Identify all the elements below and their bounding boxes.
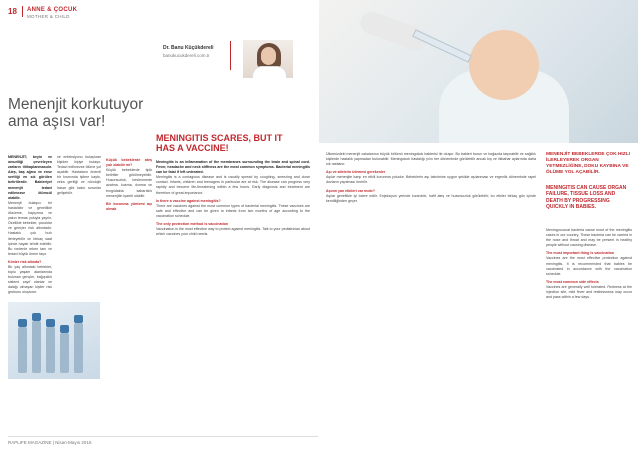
- column-3-subheading: Is there a vaccine against meningitis?: [156, 198, 221, 203]
- hero-baby-vaccine-image: [319, 0, 638, 143]
- column-1-text: Menenjit bulaşıcı bir hastalıktır ve genellikle öksürme, hapşırma ve yakın temas yoluyla yayılır. Özellikle bebekler, çocuklar ve gençler risk altındadır. Hastalık çok hızlı ilerleyebilir ve birkaç saat içinde hayatı tehdit edebilir. Bu nedenle erken tanı ve tedavi büyük önem taşır.: [8, 200, 52, 256]
- footer-text: RAPLIFE MAGAZINE | Nisan-Mayıs 2016: [8, 440, 92, 445]
- column-1-text-2: Bir yaş altındaki bebekler, toplu yaşam alanlarında bulunan gençler, bağışıklık sistemi zayıf olanlar ve dalağı olmayan kişiler risk grubunu oluşturur.: [8, 264, 52, 295]
- side-title-english: MENINGITIS CAN CAUSE ORGAN FAILURE, TISSUE LOSS AND DEATH BY PROGRESSING QUICKLY IN BABIES.: [546, 185, 627, 210]
- column-1b-text: ve enfeksiyonu bulaştıran kişiden kişiye bulaşır. Tedavi edilmezse ölüme yol açabilir. Hastaların önemli bir kısmında işitme kaybı, zeka geriliği ve nörolojik hasar gibi kalıcı sorunlar gelişebilir.: [57, 155, 101, 195]
- column-4-text-2: Aşılar menenjite karşı en etkili korunma yoludur. Bebeklerin aşı takvimine uygun şekilde aşılanması ve ergenlik döneminde rapel dozların yapılması önerilir.: [326, 175, 536, 185]
- author-portrait-image: [243, 40, 293, 78]
- author-website: banukucukdereli.com.tr: [163, 53, 210, 58]
- column-4: [326, 152, 536, 434]
- author-name: Dr. Banu Küçükdereli: [163, 45, 214, 51]
- column-3-english: [156, 160, 310, 434]
- column-1: [8, 155, 52, 431]
- column-5-english: [546, 228, 632, 434]
- section-title: ANNE & ÇOCUK: [27, 7, 78, 13]
- column-2-subheading-2: Bir korunma yöntemi aşı olmak: [106, 201, 152, 211]
- footer-divider: [8, 436, 318, 437]
- column-3-subheading-2: The only protection method is vaccination: [156, 222, 229, 227]
- english-title: MENINGITIS SCARES, BUT IT HAS A VACCINE!: [156, 133, 283, 153]
- column-3-text-3: Vaccination is the most effective way to protect against meningitis. Talk to your pediatrician about which vaccines your child needs.: [156, 227, 310, 237]
- column-1b: [57, 155, 101, 295]
- article-title: Menenjit korkutuyor ama aşısı var!: [8, 96, 144, 130]
- folio-divider: [22, 6, 23, 17]
- lab-test-tubes-image: [8, 302, 100, 379]
- section-subtitle: MOTHER & CHILD: [27, 14, 70, 19]
- article-lead: MENENJİT; beyin ve omuriliği çevreleyen zarların iltihaplanmasıdır. Ateş, baş ağrısı ve ense sertliği en sık görülen belirtilerdir. Bakteriyel menenjit tedavi edilmezse ölümcül olabilir.: [8, 155, 52, 200]
- side-pull-quote: MENENJİT BEBEKLERDE ÇOK HIZLI İLERLEYEREK ORGAN YETMEZLİĞİNE, DOKU KAYBINA VE ÖLÜME YOL AÇABİLİR.: [546, 152, 630, 175]
- page-number: 18: [8, 7, 17, 16]
- column-5-subheading: The most important thing is vaccination: [546, 251, 615, 256]
- column-4-subheading: Aşı ve ailelerin izlemesi gerekenler: [326, 170, 386, 175]
- author-divider: [230, 41, 231, 70]
- column-5-subheading-2: The most common side effects: [546, 279, 599, 284]
- column-4-subheading-2: Aşının yan etkileri var mıdır?: [326, 188, 376, 193]
- column-4-text: Ülkemizdeki menenjit vakalarının büyük bölümü meningokok bakterisi ile oluşur. Bu bakteri burun ve boğazda taşınabilir ve sağlıklı kişilerde hastalık yapmadan bulunabilir. Meningokok hastalığı yılın her döneminde görülebilir ancak kış ve ilkbahar aylarında daha sık rastlanır.: [326, 152, 536, 167]
- column-3-intro: Meningitis is an inflammation of the membranes surrounding the brain and spinal cord. Fever, headache and neck stiffness are the most common symptoms. Bacterial meningitis can be fatal if left untreated.: [156, 160, 310, 175]
- column-5-text-3: Vaccines are generally well tolerated. Redness at the injection site, mild fever and restlessness may occur and pass within a few days.: [546, 284, 632, 300]
- column-3-text-2: There are vaccines against the most common types of bacterial meningitis. These vaccines are safe and effective and can be given to infants from two months of age according to the vaccination schedule.: [156, 203, 310, 218]
- column-2: [106, 155, 152, 431]
- column-5-text: Meningococcal bacteria cause most of the meningitis cases in our country. These bacteria can be carried in the nose and throat and may be present in healthy people without causing disease.: [546, 228, 632, 248]
- column-2-subheading: Küçük bebeklerde ateş yok olabilir mi?: [106, 158, 152, 168]
- author-photo: [243, 40, 303, 78]
- column-1-subheading: Kimler risk altında?: [8, 259, 42, 264]
- column-5-text-2: Vaccines are the most effective protection against meningitis. It is recommended that babies be vaccinated in accordance with the vaccination schedule.: [546, 256, 632, 276]
- column-2-text: Küçük bebeklerde tipik belirtiler görülmeyebilir. Huzursuzluk, beslenmede azalma, kusma, ıkınma ve bıngıldakta kabarıklık menenjitin işareti olabilir.: [106, 168, 152, 198]
- column-3-text: Meningitis is a contagious disease and is usually spread by coughing, sneezing and close contact. Infants, children and teenagers in particular are at risk. The disease can progress very rapidly and become life-threatening within a few hours. Early diagnosis and treatment are therefore of great importance.: [156, 175, 310, 195]
- column-4-text-3: Aşılar genellikle iyi tolere edilir. Enjeksiyon yerinde kızarıklık, hafif ateş ve huzursuzluk görülebilir; bu etkiler birkaç gün içinde kendiliğinden geçer.: [326, 193, 536, 203]
